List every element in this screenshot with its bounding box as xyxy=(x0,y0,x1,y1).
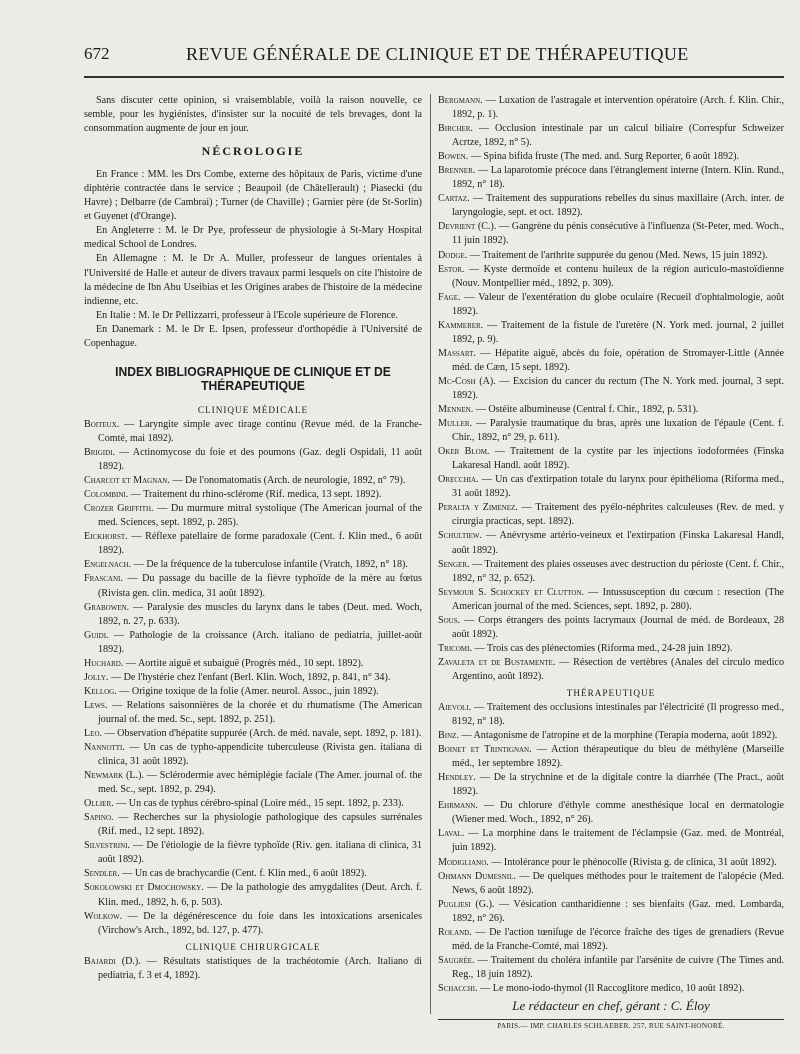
entry-text: — Actinomycose du foie et des poumons (Gaz. degli Ospidali, 11 août 1892). xyxy=(98,447,422,473)
entry-text: — Traitement du rhino-sclérome (Rif. medica, 13 sept. 1892). xyxy=(128,489,382,501)
entry-author: Nannotti. xyxy=(84,742,125,754)
bibliography-entry xyxy=(438,220,784,248)
entry-author: Eickhorst. xyxy=(84,531,128,543)
entry-text: — Résection de vertèbres (Anales del circulo medico Argentino, août 1892). xyxy=(452,656,784,682)
entry-author: Sokolowski et Dmochowsky. xyxy=(84,882,204,894)
clinique-medicale-list xyxy=(84,418,422,938)
bibliography-entry xyxy=(438,375,784,403)
left-column xyxy=(84,94,422,983)
bibliography-entry xyxy=(438,263,784,291)
clinique-medicale-heading: CLINIQUE MÉDICALE xyxy=(197,404,309,415)
entry-text: — Du passage du bacille de la fièvre typhoïde de la mère au fœtus (Rivista gen. clin. medica, 31 août 1892). xyxy=(98,573,422,599)
imprint: PARIS.— IMP. CHARLES SCHLAEBER. 257, RUE SAINT-HONORÉ. xyxy=(497,1022,725,1030)
entry-text: — Relations saisonnières de la chorée et du rhumatisme (The American journal of. the med. Sc., sept. 1892, p. 251). xyxy=(98,699,422,725)
entry-author: Peralta y Zimenez. xyxy=(438,502,518,514)
entry-text: — La morphine dans le traitement de l'éclampsie (Gaz. med. de Montréal, juin 1892). xyxy=(452,828,784,854)
bibliography-entry xyxy=(438,192,784,220)
bibliography-entry xyxy=(84,811,422,839)
entry-text: — Un cas d'extirpation totale du larynx pour épithélioma (Riforma med., 31 août 1892). xyxy=(452,474,784,500)
entry-author: Colombini. xyxy=(84,489,129,501)
necrology-entry: En Italie : M. le Dr Pellizzarri, professeur à l'Ecole supérieure de Florence. xyxy=(96,309,398,321)
entry-text: — Un cas de typho-appendicite tuberculeuse (Rivista gen. italiana di clinica, 31 août 1892). xyxy=(98,742,422,768)
bibliography-entry xyxy=(84,910,422,938)
entry-author: Charcot et Magnan. xyxy=(84,475,170,487)
entry-author: Tricomi. xyxy=(438,642,472,654)
signature: Le rédacteur en chef, gérant : C. Éloy xyxy=(512,998,710,1013)
entry-author: Bajardi (D.). xyxy=(84,955,141,967)
bibliography-entry xyxy=(438,856,784,870)
bibliography-entry xyxy=(438,417,784,445)
bibliography-entry xyxy=(84,741,422,769)
entry-text: — Un cas de brachycardie (Cent. f. Klin med., 6 août 1892). xyxy=(119,868,367,880)
entry-author: Cartaz. xyxy=(438,193,470,205)
entry-author: Ohmann Dumesnil. xyxy=(438,870,516,882)
entry-text: — Corps étrangers des points lacrymaux (Journal de méd. de Bordeaux, 28 août 1892). xyxy=(452,614,784,640)
entry-text: — Luxation de l'astragale et intervention opératoire (Arch. f. Klin. Chir., 1892, p. 1). xyxy=(452,95,784,121)
entry-author: Binz. xyxy=(438,730,459,742)
entry-text: — Valeur de l'exentération du globe oculaire (Recueil d'ophtalmologie, août 1892). xyxy=(452,291,784,317)
header-rule xyxy=(84,76,784,78)
entry-author: Roland. xyxy=(438,926,472,938)
entry-author: Kellog. xyxy=(84,685,117,697)
entry-text: — Vésication cantharidienne : ses bienfaits (Gaz. med. Lombarda, 1892, n° 26). xyxy=(452,898,784,924)
bibliography-entry xyxy=(438,743,784,771)
entry-author: Engelnach. xyxy=(84,559,132,571)
bibliography-entry xyxy=(84,502,422,530)
bibliography-entry xyxy=(438,642,784,656)
entry-text: — Excision du cancer du rectum (The N. York med. journal, 3 sept. 1892). xyxy=(452,375,784,401)
index-heading: INDEX BIBLIOGRAPHIQUE DE CLINIQUE ET DE THÉRAPEUTIQUE xyxy=(115,363,391,393)
bibliography-entry xyxy=(438,529,784,557)
entry-author: Massart. xyxy=(438,347,476,359)
bibliography-entry xyxy=(84,572,422,600)
entry-text: — Sclérodermie avec hémiplégie faciale (The Amer. journal of. the med. Sc., sept. 1892, p. 294). xyxy=(98,770,422,796)
entry-text: — De l'action tœniſuge de l'écorce fraîche des tiges de grenadiers (Revue méd. de la Franche-Comté, mai 1892). xyxy=(452,926,784,952)
entry-author: Kammerer. xyxy=(438,319,484,331)
necrology-entry: En France : MM. les Drs Combe, externe des hôpitaux de Paris, victime d'une diphtérie contractée dans le service ; Beaupoil (de Châtellerault) ; Piasecki (du Havre) ; Delbarre (de Cambrai) ; Turner (de Chaville) ; Garnier père (de St-Sorlin) et Guyenet (d'Orange). xyxy=(84,169,422,223)
bibliography-entry xyxy=(84,955,422,983)
clinique-chirurgicale-heading: CLINIQUE CHIRURGICALE xyxy=(185,941,321,952)
entry-text: — Spina bifida fruste (The med. and. Surg Reporter, 6 août 1892). xyxy=(468,151,740,163)
therapeutique-list xyxy=(438,701,784,996)
entry-text: — Réflexe patellaire de forme paradoxale (Cent. f. Klin med., 6 août 1892). xyxy=(98,531,422,557)
necrology-entry: En Angleterre : M. le Dr Pye, professeur de physiologie à St-Mary Hospital medical School de Londres. xyxy=(84,225,422,251)
entry-text: — De l'onomatomatis (Arch. de neurologie, 1892, n° 79). xyxy=(169,475,406,487)
entry-text: — Traitement des suppurations rebelles du sinus maxillaire (Arch. inter. de laryngologie, sept. et oct. 1892). xyxy=(452,193,784,219)
bibliography-entry xyxy=(438,501,784,529)
entry-author: Hendley. xyxy=(438,772,476,784)
entry-author: Newmark (L.). xyxy=(84,770,144,782)
entry-text: — Trois cas des plénectomies (Riforma med., 24-28 juin 1892). xyxy=(471,642,733,654)
bibliography-entry xyxy=(84,488,422,502)
entry-author: Zavaleta et de Bustamente. xyxy=(438,656,556,668)
entry-text: — Du murmure mitral systolique (The American journal of the med. Sciences, sept. 1892, p. 285). xyxy=(98,503,422,529)
entry-text: — Traitement des pyélo-néphrites calculeuses (Rev. de med. y cirurgia practicas, sept. 1892). xyxy=(452,502,785,528)
entry-text: — De la pathologie des amygdalites (Deut. Arch. f. Klin. med., 1892, h. 6, p. 503). xyxy=(98,882,422,908)
bibliography-entry xyxy=(84,797,422,811)
entry-author: Mennen. xyxy=(438,404,474,416)
bibliography-entry xyxy=(438,403,784,417)
entry-author: Sendler. xyxy=(84,868,120,880)
entry-text: — Traitement de l'arthrite suppurée du genou (Med. News, 15 juin 1892). xyxy=(467,249,768,261)
bibliography-entry xyxy=(438,954,784,982)
bibliography-entry xyxy=(438,701,784,729)
entry-text: — Occlusion intestinale par un calcul biliaire (Correspfur Schweizer Acrtze, 1892, n° 5). xyxy=(452,123,784,149)
opening-paragraph: Sans discuter cette opinion, si vraisemblable, voilà la raison nouvelle, ce semble, pour les hygiénistes, d'insister sur la nocuité de tels brevages, dont la consommation augmente de jour en jour. xyxy=(84,95,422,135)
signature-rule xyxy=(438,1019,784,1020)
necrology-entry: En Danemark : M. le Dr E. Ipsen, professeur d'orthopédie à l'Université de Copenhague. xyxy=(84,323,422,349)
entry-text: — Traitement des occlusions intestinales par l'électricité (Il progresso med., 8192, n° 18). xyxy=(452,702,784,728)
running-head: REVUE GÉNÉRALE DE CLINIQUE ET DE THÉRAPEUTIQUE xyxy=(186,44,689,64)
entry-text: — Kyste dermoïde et contenu huileux de la région auriculo-mastoïdienne (Nouv. Montpellier méd., 1892, p. 309). xyxy=(452,263,784,289)
entry-author: Fage. xyxy=(438,291,461,303)
entry-author: Bircher. xyxy=(438,123,473,135)
bibliography-entry xyxy=(84,530,422,558)
right-column xyxy=(438,94,784,996)
entry-author: Brenner. xyxy=(438,165,476,177)
entry-author: Modigliano. xyxy=(438,856,489,868)
bibliography-entry xyxy=(84,881,422,909)
bibliography-entry xyxy=(84,727,422,741)
bibliography-entry xyxy=(84,629,422,657)
entry-text: — Observation d'hépatite suppurée (Arch. de méd. navale, sept. 1892, p. 181). xyxy=(102,727,422,739)
entry-text: — Résultats statistiques de la trachéotomie (Arch. Italiano di pediatria, f. 3 et 4, 1892). xyxy=(98,955,422,981)
bibliography-entry xyxy=(438,827,784,855)
bibliography-entry xyxy=(84,418,422,446)
entry-author: Estor. xyxy=(438,263,465,275)
bibliography-entry xyxy=(438,898,784,926)
bibliography-entry xyxy=(84,474,422,488)
entry-text: — Gangrène du pénis consécutive à l'influenza (St-Peter, med. Woch., 11 juin 1892). xyxy=(452,221,784,247)
entry-text: — Origine toxique de la folie (Amer. neurol. Assoc., juin 1892). xyxy=(116,685,379,697)
entry-author: Oker Blom. xyxy=(438,446,490,458)
entry-text: — De l'étiologie de la fièvre typhoïde (Riv. gen. italiana di clinica, 31 août 1892). xyxy=(98,840,422,866)
entry-text: — De la strychnine et de la digitale contre la diarrhée (The Pract., août 1892). xyxy=(452,772,784,798)
entry-author: Lews. xyxy=(84,699,108,711)
bibliography-entry xyxy=(438,94,784,122)
entry-text: — Ostéite albumineuse (Central f. Chir., 1892, p. 531). xyxy=(473,404,699,416)
entry-author: Devrient (C.). xyxy=(438,221,497,233)
entry-text: — Intolérance pour le phénocolle (Rivista g. de clinica, 31 août 1892). xyxy=(488,856,777,868)
entry-author: Guidi. xyxy=(84,629,109,641)
bibliography-entry xyxy=(438,445,784,473)
bibliography-entry xyxy=(438,729,784,743)
entry-text: — Traitement du choléra infantile par l'arsénite de cuivre (The Times and. Reg., 18 juin 1892). xyxy=(452,954,784,980)
entry-author: Wolkow. xyxy=(84,910,123,922)
entry-text: — Du chlorure d'éthyle comme anesthésique local en dermatologie (Wiener med. Woch., 1892, n° 26). xyxy=(452,800,784,826)
entry-text: — Hépatite aiguë, abcès du foie, opération de Stromayer-Little (Année méd. de Cæn, 15 sept. 1892). xyxy=(452,347,784,373)
column-divider xyxy=(430,94,431,1014)
entry-text: — Aortite aiguë et subaiguë (Progrès méd., 10 sept. 1892). xyxy=(123,657,364,669)
entry-author: Orecchia. xyxy=(438,474,479,486)
entry-author: Bowen. xyxy=(438,151,469,163)
entry-text: — Anévrysme artério-veineux et l'extirpation (Finska Lakaresal Handl, août 1892). xyxy=(452,530,784,556)
bibliography-entry xyxy=(84,657,422,671)
bibliography-entry xyxy=(84,769,422,797)
bibliography-entry xyxy=(84,446,422,474)
entry-text: — Intussusception du cœcum : resection (The American journal of the med. Sciences, sept. 1892, p. 280). xyxy=(452,586,785,612)
entry-author: Aievoli. xyxy=(438,702,472,714)
bibliography-entry xyxy=(84,867,422,881)
entry-text: — Paralysie traumatique du bras, après une luxation de l'épaule (Cent. f. Chir., 1892, n° 29, p. 611). xyxy=(452,418,784,444)
entry-author: Sapino. xyxy=(84,812,114,824)
entry-text: — Pathologie de la croissance (Arch. italiano de pediatria, juillet-août 1892). xyxy=(98,629,422,655)
bibliography-entry xyxy=(84,558,422,572)
entry-author: Leo. xyxy=(84,727,103,739)
entry-text: — Le mono-iodo-thymol (Il Raccoglitore medico, 10 août 1892). xyxy=(477,982,745,994)
entry-author: Laval. xyxy=(438,828,465,840)
bibliography-entry xyxy=(438,870,784,898)
bibliography-entry xyxy=(438,122,784,150)
bibliography-entry xyxy=(438,799,784,827)
bibliography-entry xyxy=(438,982,784,996)
bibliography-entry xyxy=(438,347,784,375)
entry-author: Senger. xyxy=(438,558,470,570)
bibliography-entry xyxy=(84,601,422,629)
entry-author: Ehrmann. xyxy=(438,800,478,812)
entry-author: Bergmann. xyxy=(438,95,483,106)
entry-author: Schacchi. xyxy=(438,982,478,994)
bibliography-entry xyxy=(84,839,422,867)
entry-author: Ollier. xyxy=(84,798,114,810)
bibliography-entry xyxy=(84,699,422,727)
entry-text: — De l'hystérie chez l'enfant (Berl. Klin. Woch, 1892, p. 841, n° 34). xyxy=(108,671,391,683)
bibliography-entry xyxy=(438,558,784,586)
entry-author: Silvestrini. xyxy=(84,840,130,852)
entry-text: — De quelques méthodes pour le traitement de l'alopécie (Med. News, 6 août 1892). xyxy=(452,870,784,896)
bibliography-entry xyxy=(438,249,784,263)
bibliography-entry xyxy=(438,926,784,954)
entry-text: — Recherches sur la physiologie pathologique des capsules surrénales (Rif. med., 12 sept. 1892). xyxy=(98,812,422,838)
bibliography-entry xyxy=(438,473,784,501)
bibliography-entry xyxy=(438,586,784,614)
entry-author: Brigidi. xyxy=(84,447,116,459)
entry-text: — Paralysie des muscles du larynx dans le tabes (Deut. med. Woch, 1892, n. 27, p. 633). xyxy=(98,601,422,627)
bibliography-entry xyxy=(438,614,784,642)
page-number: 672 xyxy=(84,44,110,63)
entry-text: — Traitement de la cystite par les injections iodoformées (Finska Lakaresal Handl. août 1892). xyxy=(452,446,785,472)
bibliography-entry xyxy=(438,150,784,164)
entry-author: Frascani. xyxy=(84,573,123,585)
bibliography-entry xyxy=(84,685,422,699)
necrology-entry: En Allemagne : M. le Dr A. Muller, professeur de langues orientales à l'Université de Halle et auteur de divers travaux parmi lesquels on cite l'histoire de la médecine de Ibn Abu Useibias et les Origines arabes de l'histoire de la médecine indienne, etc. xyxy=(84,253,422,307)
entry-author: Grabowen. xyxy=(84,601,130,613)
entry-author: Boinet et Trintignan. xyxy=(438,744,532,756)
bibliography-entry xyxy=(84,671,422,685)
entry-text: — Traitement de la fistule de l'uretère (N. York med. journal, 2 juillet 1892, p. 9). xyxy=(452,319,784,345)
therapeutique-heading: THÉRAPEUTIQUE xyxy=(566,687,656,698)
entry-author: Seymour S. Schockey et Clutton. xyxy=(438,586,585,598)
chirurgicale-continued-list xyxy=(438,94,784,684)
entry-author: Sous. xyxy=(438,614,461,626)
bibliography-entry xyxy=(438,771,784,799)
entry-author: Schultiew. xyxy=(438,530,483,542)
entry-author: Huchard. xyxy=(84,657,124,669)
entry-author: Saugrée. xyxy=(438,954,475,966)
entry-author: Crozer Griffith. xyxy=(84,503,154,515)
clinique-chirurgicale-list xyxy=(84,955,422,983)
entry-text: — Un cas de typhus cérébro-spinal (Loire méd., 15 sept. 1892, p. 233). xyxy=(113,798,404,810)
bibliography-entry xyxy=(438,656,784,684)
entry-text: — De la fréquence de la tuberculose infantile (Vratch, 1892, n° 18). xyxy=(131,559,408,571)
entry-author: Dodge. xyxy=(438,249,468,261)
entry-text: — Antagonisme de l'atropine et de la morphine (Terapia moderna, août 1892). xyxy=(458,730,778,742)
entry-text: — Action thérapeutique du bleu de méthylène (Marseille méd., 1er septembre 1892). xyxy=(452,744,784,770)
entry-author: Jolly. xyxy=(84,671,109,683)
entry-author: Muller. xyxy=(438,418,473,430)
entry-text: — Traitement des plaies osseuses avec destruction du périoste (Cent. f. Chir., 1892, n° 32, p. 652). xyxy=(452,558,785,584)
entry-text: — De la dégénérescence du foie dans les intoxications arsenicales (Virchow's Arch., 1892, bd. 127, p. 477). xyxy=(98,910,422,936)
entry-author: Mc-Cosh (A). xyxy=(438,375,496,387)
entry-text: — Laryngite simple avec tirage continu (Revue méd. de la Franche-Comté, mai 1892). xyxy=(98,418,422,444)
bibliography-entry xyxy=(438,319,784,347)
entry-text: — La laparotomie précoce dans l'étranglement interne (Intern. Klin. Rund., 1892, n° 18). xyxy=(452,165,784,191)
necrology-heading: NÉCROLOGIE xyxy=(201,144,305,159)
entry-author: Boiteux. xyxy=(84,418,120,430)
necrology-list xyxy=(84,168,422,351)
entry-author: Pugliesi (G.). xyxy=(438,898,495,910)
bibliography-entry xyxy=(438,291,784,319)
bibliography-entry xyxy=(438,164,784,192)
